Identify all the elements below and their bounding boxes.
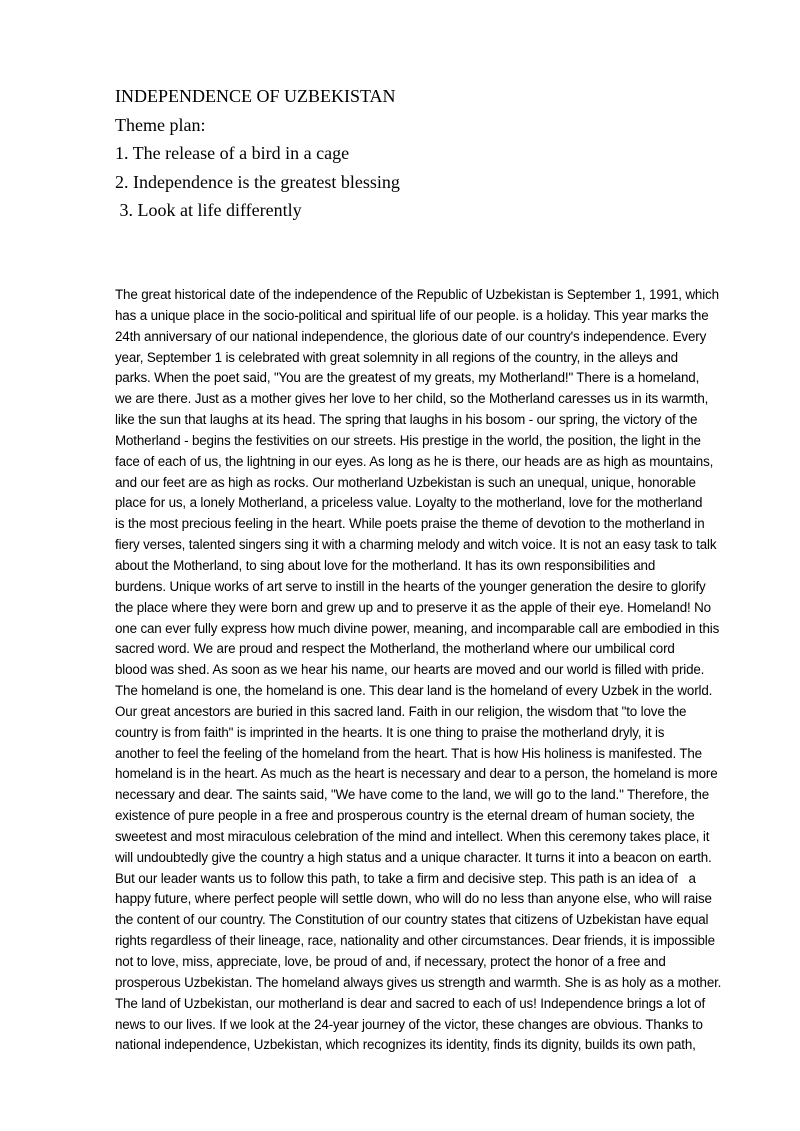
- body-line: we are there. Just as a mother gives her love to her child, so the Motherland caresses us in its warmth,: [115, 391, 709, 407]
- body-line: The homeland is one, the homeland is one. This dear land is the homeland of every Uzbek in the world.: [115, 683, 713, 699]
- body-line: 24th anniversary of our national independence, the glorious date of our country's independence. Every: [115, 328, 707, 344]
- heading-block: [115, 82, 400, 225]
- body-line: country is from faith" is imprinted in the hearts. It is one thing to praise the motherland dryly, it is: [115, 724, 665, 740]
- plan-item: 1. The release of a bird in a cage: [115, 143, 350, 163]
- body-line: not to love, miss, appreciate, love, be proud of and, if necessary, protect the honor of a free and: [115, 954, 666, 969]
- body-line: The great historical date of the independence of the Republic of Uzbekistan is September 1, 1991, which: [115, 287, 719, 302]
- body-line: fiery verses, talented singers sing it with a charming melody and witch voice. It is not an easy task to talk: [115, 537, 717, 553]
- body-line: existence of pure people in a free and prosperous country is the eternal dream of human society, the: [115, 808, 695, 824]
- theme-plan-label: Theme plan:: [115, 114, 206, 135]
- body-line: sweetest and most miraculous celebration of the mind and intellect. When this ceremony takes place, it: [115, 828, 710, 844]
- body-paragraph: [115, 285, 745, 1056]
- plan-item: 2. Independence is the greatest blessing: [115, 171, 400, 192]
- body-line: burdens. Unique works of art serve to instill in the hearts of the younger generation the desire to glorify: [115, 578, 706, 594]
- body-line: The land of Uzbekistan, our motherland is dear and sacred to each of us! Independence brings a lot of: [115, 995, 706, 1011]
- body-line: another to feel the feeling of the homeland from the heart. That is how His holiness is manifested. The: [115, 745, 702, 761]
- body-line: face of each of us, the lightning in our eyes. As long as he is there, our heads are as high as mountains,: [115, 453, 714, 469]
- body-line: necessary and dear. The saints said, "We have come to the land, we will go to the land." Therefore, the: [115, 787, 710, 803]
- body-line: has a unique place in the socio-political and spiritual life of our people. is a holiday. This year marks the: [115, 307, 709, 323]
- body-line: rights regardless of their lineage, race, nationality and other circumstances. Dear friends, it is impossible: [115, 933, 715, 949]
- body-line: happy future, where perfect people will settle down, who will do no less than anyone else, who will raise: [115, 891, 712, 907]
- body-line: the place where they were born and grew up and to preserve it as the apple of their eye. Homeland! No: [115, 599, 711, 615]
- body-line: and our feet are as high as rocks. Our motherland Uzbekistan is such an unequal, unique, honorable: [115, 474, 696, 490]
- body-line: sacred word. We are proud and respect the Motherland, the motherland where our umbilical cord: [115, 641, 675, 657]
- plan-item: 3. Look at life differently: [115, 200, 302, 220]
- body-line: But our leader wants us to follow this path, to take a firm and decisive step. This path is an idea of a: [115, 870, 696, 886]
- body-line: prosperous Uzbekistan. The homeland always gives us strength and warmth. She is as holy as a mother.: [115, 974, 722, 990]
- body-line: place for us, a lonely Motherland, a priceless value. Loyalty to the motherland, love for the motherland: [115, 495, 703, 511]
- body-line: one can ever fully express how much divine power, meaning, and incomparable call are embodied in this: [115, 620, 720, 636]
- body-line: national independence, Uzbekistan, which recognizes its identity, finds its dignity, builds its own path,: [115, 1037, 696, 1053]
- body-line: Motherland - begins the festivities on our streets. His prestige in the world, the position, the light in the: [115, 432, 701, 448]
- body-line: year, September 1 is celebrated with great solemnity in all regions of the country, in the alleys and: [115, 349, 678, 365]
- body-line: homeland is in the heart. As much as the heart is necessary and dear to a person, the homeland is more: [115, 766, 718, 782]
- body-line: will undoubtedly give the country a high status and a unique character. It turns it into a beacon on earth.: [115, 849, 712, 865]
- body-line: about the Motherland, to sing about love for the motherland. It has its own responsibilities and: [115, 557, 656, 573]
- document-title: INDEPENDENCE OF UZBEKISTAN: [115, 86, 396, 106]
- body-line: blood was shed. As soon as we hear his name, our hearts are moved and our world is filled with pride.: [115, 662, 705, 678]
- body-line: parks. When the poet said, "You are the greatest of my greats, my Motherland!" There is a homeland,: [115, 370, 700, 386]
- body-line: the content of our country. The Constitution of our country states that citizens of Uzbekistan have equal: [115, 912, 709, 928]
- body-line: Our great ancestors are buried in this sacred land. Faith in our religion, the wisdom that "to love the: [115, 703, 687, 719]
- body-line: like the sun that laughs at its head. The spring that laughs in his bosom - our spring, the victory of the: [115, 412, 698, 428]
- body-line: is the most precious feeling in the heart. While poets praise the theme of devotion to the motherland in: [115, 516, 705, 532]
- body-line: news to our lives. If we look at the 24-year journey of the victor, these changes are obvious. Thanks to: [115, 1016, 703, 1032]
